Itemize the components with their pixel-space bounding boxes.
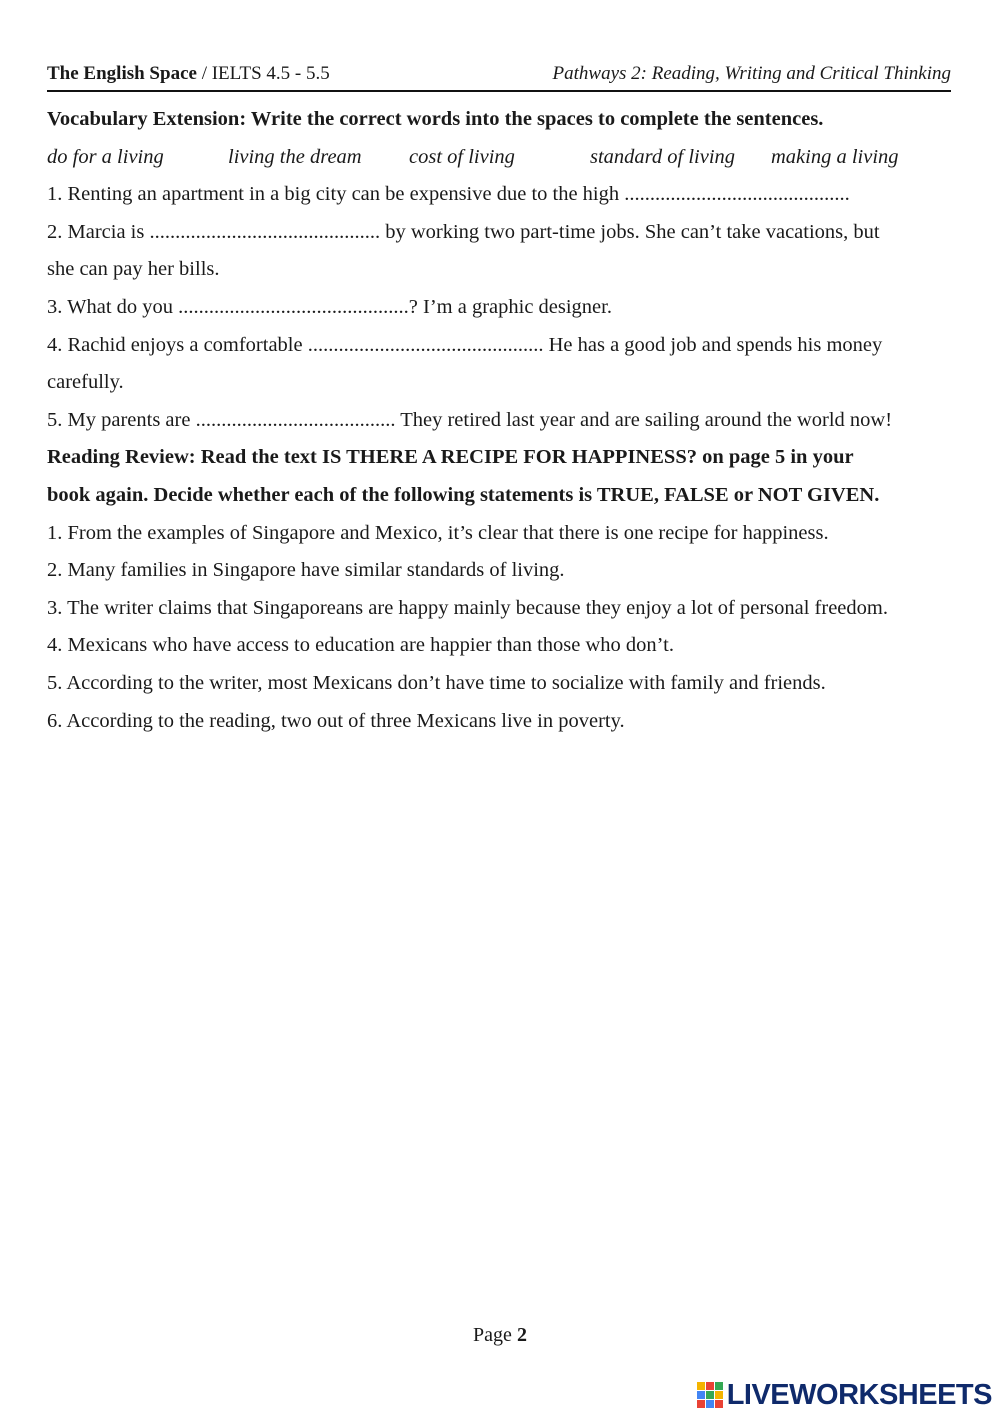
reading-instruction-1: Reading Review: Read the text IS THERE A RECIPE FOR HAPPINESS? on page 5 in your [47,446,854,469]
page-label: Page [473,1324,512,1346]
statement-3: 3. The writer claims that Singaporeans are happy mainly because they enjoy a lot of personal freedom. [47,596,888,619]
word-bank-item: cost of living [409,145,515,168]
page-number: 2 [516,1324,527,1346]
header-course: / IELTS 4.5 - 5.5 [201,63,330,84]
word-bank-item: standard of living [590,145,736,168]
statement-4: 4. Mexicans who have access to education are happier than those who don’t. [47,634,674,657]
word-bank-item: living the dream [228,145,362,168]
liveworksheets-watermark [696,1378,992,1412]
header-left [47,62,330,86]
vocab-sentence-4: 4. Rachid enjoys a comfortable .............................................. He has a good job and spends his money [47,333,883,356]
word-bank [47,139,957,177]
worksheet-content [47,101,957,740]
header-brand: The English Space [47,63,197,84]
page-header [47,60,951,92]
page-footer [0,1322,1000,1348]
statement-6: 6. According to the reading, two out of three Mexicans live in poverty. [47,709,625,732]
vocab-instruction: Vocabulary Extension: Write the correct words into the spaces to complete the sentences. [47,108,824,130]
vocab-sentence-5: 5. My parents are ....................................... They retired last year and are sailing around the world now! [47,408,893,431]
liveworksheets-text: LIVEWORKSHEETS [726,1378,992,1411]
statement-5: 5. According to the writer, most Mexicans don’t have time to socialize with family and friends. [47,671,826,694]
vocab-sentence-2-cont: she can pay her bills. [47,258,220,281]
word-bank-item: do for a living [47,145,164,168]
liveworksheets-logo-icon [696,1381,724,1409]
header-book-title: Pathways 2: Reading, Writing and Critical Thinking [552,63,951,84]
vocab-sentence-2: 2. Marcia is ............................................. by working two part-time jobs. She can’t take vacations, but [47,220,880,243]
vocab-sentence-3: 3. What do you .............................................? I’m a graphic designer. [47,295,612,318]
word-bank-item: making a living [771,145,899,168]
reading-instruction-2: book again. Decide whether each of the following statements is TRUE, FALSE or NOT GIVEN. [47,483,880,506]
statement-1: 1. From the examples of Singapore and Mexico, it’s clear that there is one recipe for happiness. [47,521,829,544]
statement-2: 2. Many families in Singapore have similar standards of living. [47,559,565,582]
vocab-sentence-1: 1. Renting an apartment in a big city can be expensive due to the high ............................................ [47,183,850,206]
vocab-sentence-4-cont: carefully. [47,371,124,394]
